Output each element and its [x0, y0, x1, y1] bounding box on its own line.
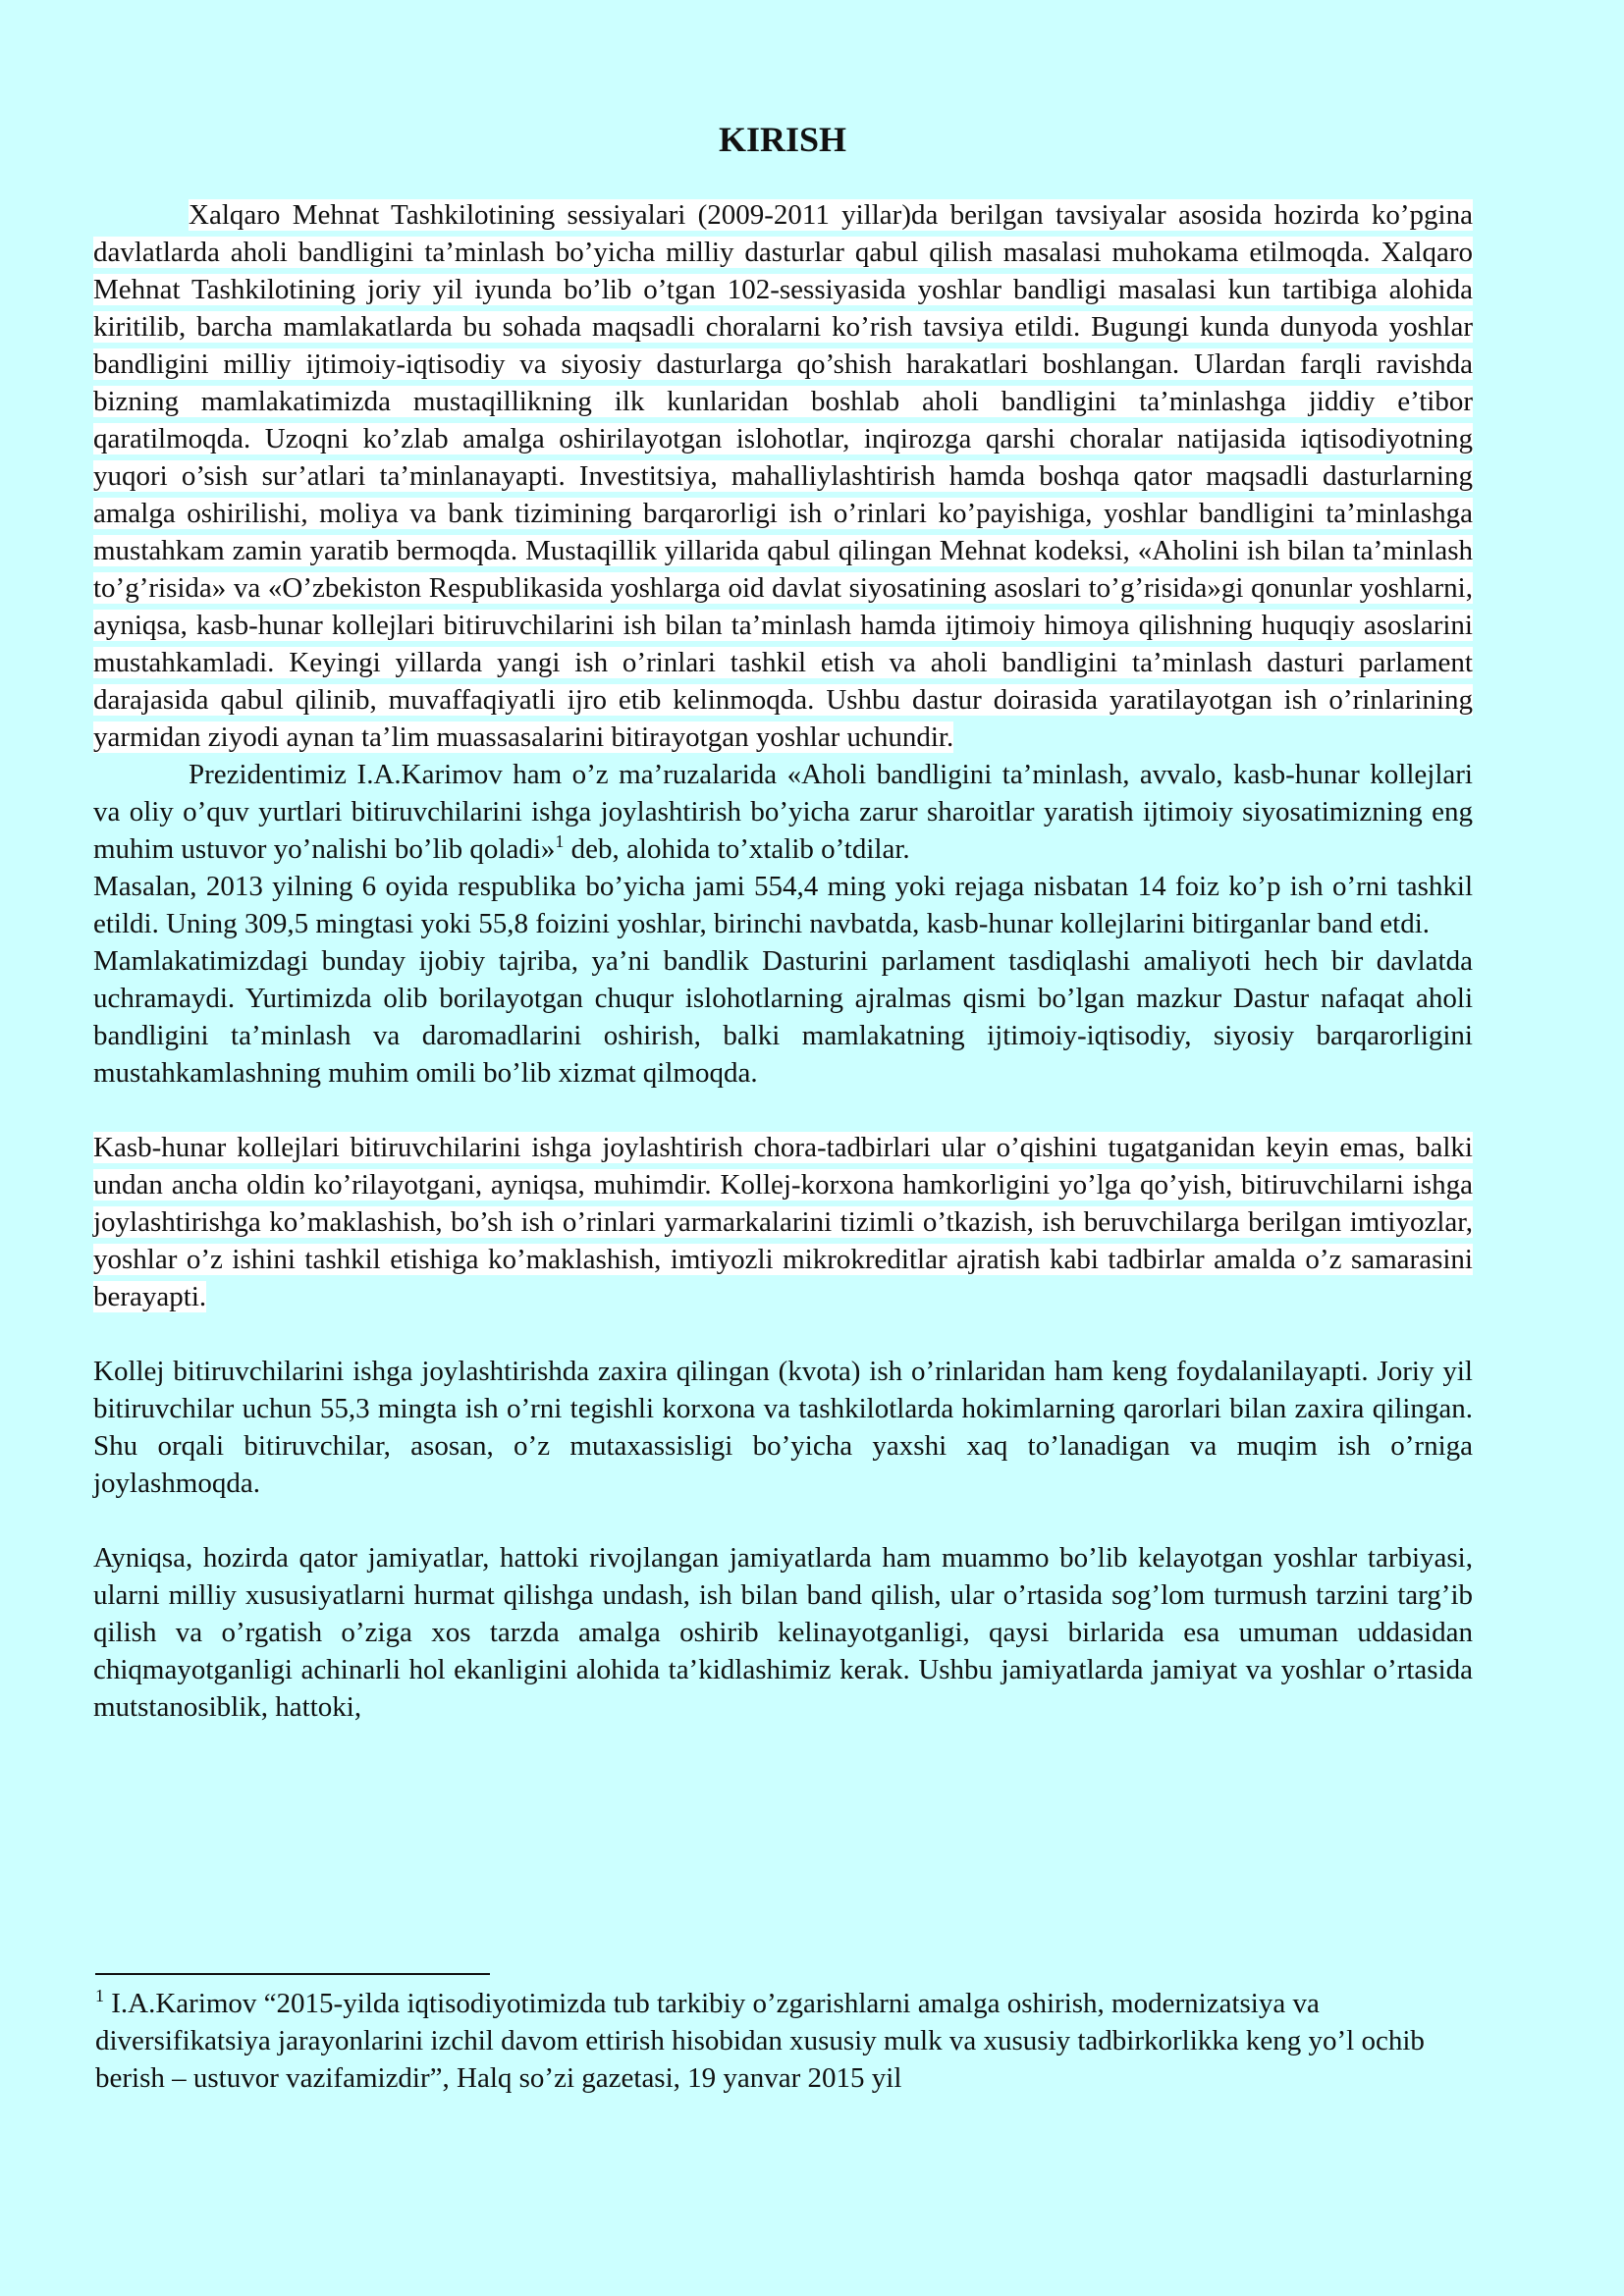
page-title: KIRISH — [718, 120, 847, 159]
paragraph-quota: Kollej bitiruvchilarini ishga joylashtirishda zaxira qilingan (kvota) ish o’rinlaridan ham keng foydalanilayapti. Joriy yil bitiruvchilar uchun 55,3 mingta ish o’rni tegishli korxona va tashkilotlarda hokimlarning qarorlari bilan zaxira qilingan. Shu orqali bitiruvchilar, asosan, o’z mutaxassisligi bo’yicha yaxshi xaq to’lanadigan va muqim ish o’rniga joylashmoqda. — [93, 1356, 1473, 1499]
quote-text: Prezidentimiz I.A.Karimov ham o’z ma’ruzalarida «Aholi bandligini ta’minlash, avvalo, kasb-hunar kollejlari va oliy o’quv yurtlari bitiruvchilarini ishga joylashtirish bo’yicha zarur sharoitlar yaratish ijtimoiy siyosatimizning eng muhim ustuvor yo’nalishi bo’lib qoladi» — [93, 759, 1473, 865]
footnote-reference: 1 — [555, 831, 565, 851]
paragraph-statistics: Masalan, 2013 yilning 6 oyida respublika bo’yicha jami 554,4 ming yoki rejaga nisbatan 14 foiz ko’p ish o’rni tashkil etildi. Uning 309,5 mingtasi yoki 55,8 foizini yoshlar, birinchi navbatda, kasb-hunar kollejlarini bitirganlar band etdi. — [93, 871, 1473, 939]
document-body — [93, 196, 1473, 1726]
paragraph-intro: Xalqaro Mehnat Tashkilotining sessiyalari (2009-2011 yillar)da berilgan tavsiyalar asosida hozirda ko’pgina davlatlarda aholi bandligini ta’minlash bo’yicha milliy dasturlar qabul qilish masalasi muhokama etilmoqda. Xalqaro Mehnat Tashkilotining joriy yil iyunda bo’lib o’tgan 102-sessiyasida yoshlar bandligi masalasi kun tartibiga alohida kiritilib, barcha mamlakatlarda bu sohada maqsadli choralarni ko’rish tavsiya etildi. Bugungi kunda dunyoda yoshlar bandligini milliy ijtimoiy-iqtisodiy va siyosiy dasturlarga qo’shish harakatlari boshlangan. Ulardan farqli ravishda bizning mamlakatimizda mustaqillikning ilk kunlaridan boshlab aholi bandligini ta’minlashga jiddiy e’tibor qaratilmoqda. Uzoqni ko’zlab amalga oshirilayotgan islohotlar, inqirozga qarshi choralar natijasida iqtisodiyotning yuqori o’sish sur’atlari ta’minlanayapti. Investitsiya, mahalliylashtirish hamda boshqa qator maqsadli dasturlarning amalga oshirilishi, moliya va bank tizimining barqarorligi ish o’rinlari ko’payishiga, yoshlar bandligini ta’minlashga mustahkam zamin yaratib bermoqda. Mustaqillik yillarida qabul qilingan Mehnat kodeksi, «Aholini ish bilan ta’minlash to’g’risida» va «O’zbekiston Respublikasida yoshlarga oid davlat siyosatining asoslari to’g’risida»gi qonunlar yoshlarni, ayniqsa, kasb-hunar kollejlari bitiruvchilarini ish bilan ta’minlash hamda ijtimoiy himoya qilishning huquqiy asoslarini mustahkamladi. Keyingi yillarda yangi ish o’rinlari tashkil etish va aholi bandligini ta’minlash dasturi parlament darajasida qabul qilinib, muvaffaqiyatli ijro etib kelinmoqda. Ushbu dastur doirasida yaratilayotgan ish o’rinlarining yarmidan ziyodi aynan ta’lim muassasalarini bitirayotgan yoshlar uchundir. — [93, 199, 1473, 753]
paragraph-college-measures: Kasb-hunar kollejlari bitiruvchilarini ishga joylashtirish chora-tadbirlari ular o’qishini tugatganidan keyin emas, balki undan ancha oldin ko’rilayotgani, ayniqsa, muhimdir. Kollej-korxona hamkorligini yo’lga qo’yish, bitiruvchilarni ishga joylashtirishga ko’maklashish, bo’sh ish o’rinlari yarmarkalarini tizimli o’tkazish, ish beruvchilarga berilgan imtiyozlar, yoshlar o’z ishini tashkil etishiga ko’maklashish, imtiyozli mikrokreditlar ajratish kabi tadbirlar amalda o’z samarasini berayapti. — [93, 1132, 1473, 1312]
paragraph-experience: Mamlakatimizdagi bunday ijobiy tajriba, ya’ni bandlik Dasturini parlament tasdiqlashi amaliyoti hech bir davlatda uchramaydi. Yurtimizda olib borilayotgan chuqur islohotlarning ajralmas qismi bo’lgan mazkur Dastur nafaqat aholi bandligini ta’minlash va daromadlarini oshirish, balki mamlakatning ijtimoiy-iqtisodiy, siyosiy barqarorligini mustahkamlashning muhim omili bo’lib xizmat qilmoqda. — [93, 945, 1473, 1089]
paragraph-youth-upbringing: Ayniqsa, hozirda qator jamiyatlar, hattoki rivojlangan jamiyatlarda ham muammo bo’lib kelayotgan yoshlar tarbiyasi, ularni milliy xususiyatlarni hurmat qilishga undash, ish bilan band qilish, ular o’rtasida sog’lom turmush tarzini targ’ib qilish va o’rgatish o’ziga xos tarzda amalga oshirib kelinayotganligi, qaysi birlarida esa umuman uddasidan chiqmayotganligi achinarli hol ekanligini alohida ta’kidlashimiz kerak. Ushbu jamiyatlarda jamiyat va yoshlar o’rtasida mutstanosiblik, hattoki, — [93, 1542, 1473, 1723]
paragraph-president-quote — [93, 756, 1473, 868]
footnote-separator — [95, 1973, 490, 1975]
footnote-marker: 1 — [95, 1986, 104, 2005]
footnote-text: I.A.Karimov “2015-yilda iqtisodiyotimizda tub tarkibiy o’zgarishlarni amalga oshirish, modernizatsiya va diversifikatsiya jarayonlarini izchil davom ettirish hisobidan xususiy mulk va xususiy tadbirkorlikka keng yo’l ochib berish – ustuvor vazifamizdir”, Halq so’zi gazetasi, 19 yanvar 2015 yil — [95, 1988, 1425, 2094]
quote-tail: deb, alohida to’xtalib o’tdilar. — [570, 833, 910, 865]
footnote — [95, 1985, 1475, 2097]
